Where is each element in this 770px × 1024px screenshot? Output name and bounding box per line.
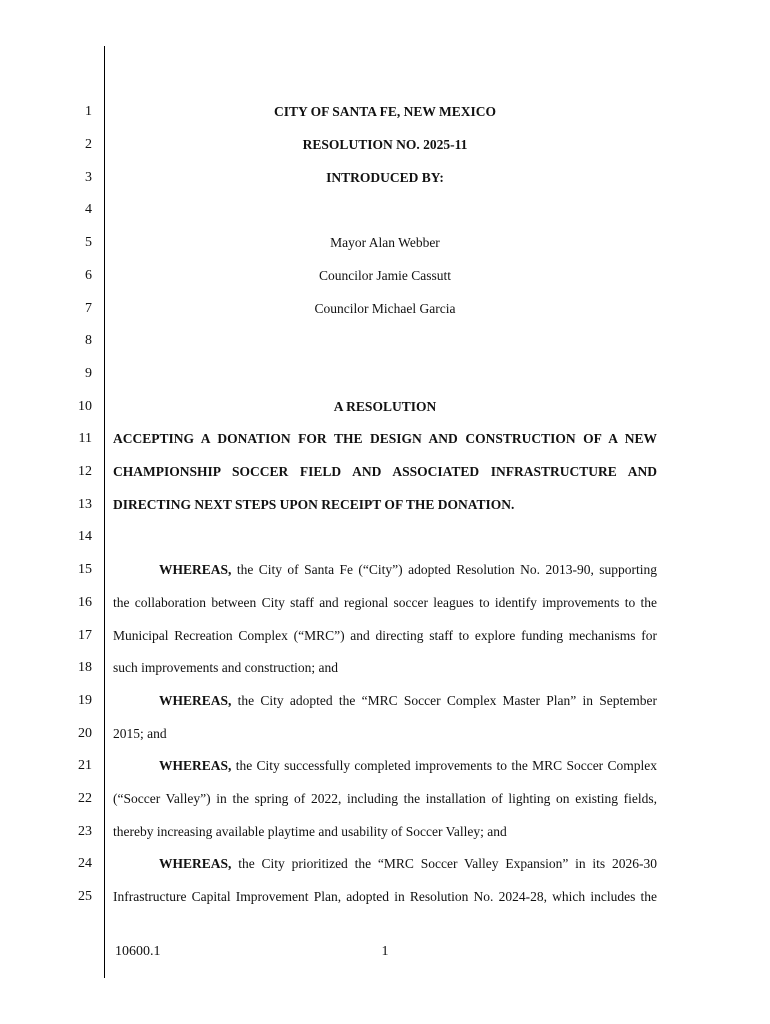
body-text-line: 2015; and (113, 726, 167, 741)
line-number: 16 (78, 595, 92, 610)
line-number: 11 (78, 431, 92, 446)
line-number: 12 (78, 464, 92, 479)
line-number: 24 (78, 856, 92, 871)
page-number: 1 (381, 944, 389, 959)
line-number: 23 (78, 824, 92, 839)
resolution-title-line: DIRECTING NEXT STEPS UPON RECEIPT OF THE DONATION. (113, 497, 515, 512)
clause-text: the City adopted the “MRC Soccer Complex Master Plan” in September (231, 693, 657, 708)
line-number: 21 (78, 758, 92, 773)
line-number: 5 (85, 235, 92, 250)
body-text-line: the collaboration between City staff and regional soccer leagues to identify improvements to the (113, 595, 657, 610)
body-text-line: thereby increasing available playtime and usability of Soccer Valley; and (113, 824, 507, 839)
line-number: 6 (85, 268, 92, 283)
line-number: 1 (85, 104, 92, 119)
whereas-clause-line (113, 757, 657, 775)
line-number: 4 (85, 202, 92, 217)
whereas-label: WHEREAS, (159, 693, 232, 708)
body-text-line: Infrastructure Capital Improvement Plan, adopted in Resolution No. 2024-28, which includes the (113, 889, 657, 904)
resolution-title-line: ACCEPTING A DONATION FOR THE DESIGN AND CONSTRUCTION OF A NEW (113, 431, 657, 446)
line-number: 20 (78, 726, 92, 741)
clause-text: the City prioritized the “MRC Soccer Valley Expansion” in its 2026-30 (231, 856, 657, 871)
line-number: 13 (78, 497, 92, 512)
body-text-line: such improvements and construction; and (113, 660, 338, 675)
line-number: 10 (78, 399, 92, 414)
document-id: 10600.1 (115, 944, 161, 959)
clause-text: the City successfully completed improvements to the MRC Soccer Complex (231, 758, 657, 773)
line-number: 19 (78, 693, 92, 708)
sponsor-mayor: Mayor Alan Webber (330, 235, 440, 250)
city-heading: CITY OF SANTA FE, NEW MEXICO (273, 104, 497, 119)
clause-text: the City of Santa Fe (“City”) adopted Resolution No. 2013-90, supporting (231, 562, 657, 577)
body-text-line: Municipal Recreation Complex (“MRC”) and directing staff to explore funding mechanisms for (113, 628, 657, 643)
introduced-by-heading: INTRODUCED BY: (326, 170, 444, 185)
line-number: 7 (85, 301, 92, 316)
whereas-clause-line (113, 855, 657, 873)
line-number: 15 (78, 562, 92, 577)
resolution-number: RESOLUTION NO. 2025-11 (302, 137, 468, 152)
whereas-label: WHEREAS, (159, 758, 232, 773)
line-number: 17 (78, 628, 92, 643)
body-text-line: (“Soccer Valley”) in the spring of 2022, including the installation of lighting on existing fields, (113, 791, 657, 806)
line-number: 8 (85, 333, 92, 348)
line-number: 9 (85, 366, 92, 381)
whereas-clause-line (113, 692, 657, 710)
sponsor-councilor: Councilor Jamie Cassutt (319, 268, 451, 283)
sponsor-councilor: Councilor Michael Garcia (314, 301, 456, 316)
line-number: 18 (78, 660, 92, 675)
whereas-clause-line (113, 561, 657, 579)
left-margin-rule (104, 46, 105, 978)
whereas-label: WHEREAS, (159, 856, 232, 871)
line-number: 14 (78, 529, 92, 544)
line-number: 25 (78, 889, 92, 904)
resolution-heading: A RESOLUTION (333, 399, 437, 414)
line-number: 2 (85, 137, 92, 152)
resolution-title-line: CHAMPIONSHIP SOCCER FIELD AND ASSOCIATED INFRASTRUCTURE AND (113, 464, 657, 479)
line-number: 3 (85, 170, 92, 185)
line-number: 22 (78, 791, 92, 806)
whereas-label: WHEREAS, (159, 562, 232, 577)
